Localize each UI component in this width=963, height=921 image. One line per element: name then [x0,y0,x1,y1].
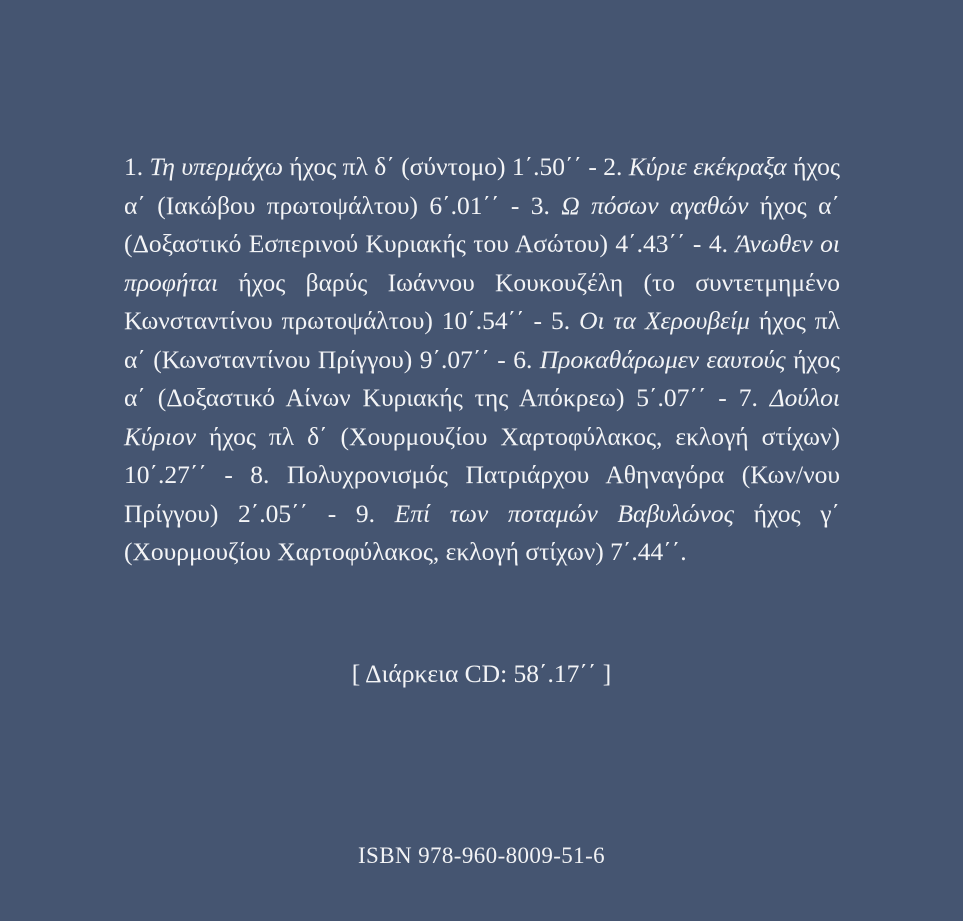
track-separator: - [308,498,356,528]
tracklist [124,148,840,572]
track-details: ήχος πλ δ΄ (Χουρμουζίου Χαρτοφύλακος, εκλογή στίχων) 10΄.27΄΄ [124,421,840,489]
track-number: 5. [551,306,580,335]
track-title: Άνωθεν οι προφήται [124,229,840,297]
track-details: ήχος γ΄ (Χουρμουζίου Χαρτοφύλακος, εκλογή στίχων) 7΄.44΄΄. [124,498,841,566]
track-number: 7. [738,383,770,412]
track-separator: - [706,383,739,412]
track-details: Πολυχρονισμός Πατριάρχου Αθηναγόρα (Κων/νου Πρίγγου) 2΄.05΄΄ [124,460,840,528]
track-number: 4. [708,229,736,258]
track-details: ήχος α΄ (Δοξαστικό Εσπερινού Κυριακής του Ασώτου) 4΄.43΄΄ [124,190,840,258]
track-title: Επί των ποταμών Βαβυλώνος [394,498,754,528]
track-separator: - [499,190,531,220]
isbn-line: ISBN 978-960-8009-51-6 [357,843,606,868]
track-separator: - [685,229,709,258]
track-title: Τη υπερμάχω [149,152,290,181]
track-number: 3. [530,190,562,220]
track-separator: - [206,460,251,489]
track-title: Ω πόσων αγαθών [561,190,760,220]
track-title: Δούλοι Κύριον [124,383,841,451]
track-details: ήχος βαρύς Ιωάννου Κουκουζέλη (το συντετμημένο Κωνσταντίνου πρωτοψάλτου) 10΄.54΄΄ [124,267,840,335]
track-title: Οι τα Χερουβείμ [579,306,759,335]
track-number: 9. [355,498,395,528]
track-details: ήχος α΄ (Δοξαστικό Αίνων Κυριακής της Απόκρεω) 5΄.07΄΄ [124,344,841,412]
track-separator: - [524,306,551,335]
track-details: ήχος πλ α΄ (Κωνσταντίνου Πρίγγου) 9΄.07΄΄ [124,306,840,374]
track-number: 8. [250,460,287,489]
track-title: Κύριε εκέκραξα [628,152,794,181]
track-details: ήχος πλ δ΄ (σύντομο) 1΄.50΄΄ [289,152,582,181]
track-title: Προκαθάρωμεν εαυτούς [539,344,794,374]
track-separator: - [489,344,514,374]
track-number: 6. [513,344,540,374]
track-number: 2. [603,152,629,181]
track-number: 1. [124,152,150,181]
track-separator: - [581,152,604,181]
track-details: ήχος α΄ (Ιακώβου πρωτοψάλτου) 6΄.01΄΄ [124,152,841,220]
cd-duration: [ Διάρκεια CD: 58΄.17΄΄ ] [351,659,612,688]
